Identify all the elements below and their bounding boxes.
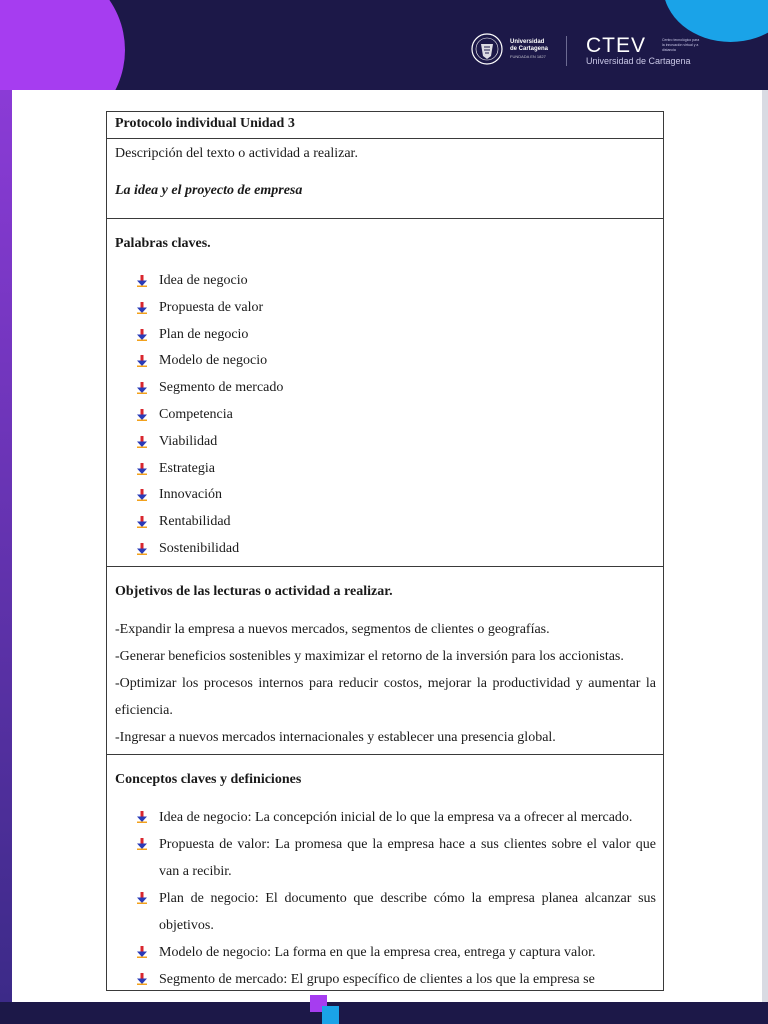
concept-item bbox=[137, 831, 656, 885]
objective-item: -Optimizar los procesos internos para reducir costos, mejorar la productividad y aumentar la eficiencia. bbox=[115, 675, 656, 718]
keyword-item bbox=[137, 482, 656, 509]
arrow-bullet-icon bbox=[137, 838, 147, 850]
arrow-bullet-icon bbox=[137, 409, 147, 421]
university-seal-icon bbox=[470, 32, 504, 66]
arrow-bullet-icon bbox=[137, 302, 147, 314]
protocol-title: Protocolo individual Unidad 3 bbox=[107, 112, 664, 139]
arrow-bullet-icon bbox=[137, 463, 147, 475]
decorative-blue-square bbox=[322, 1006, 339, 1024]
concept-item bbox=[137, 804, 656, 831]
keyword-text: Idea de negocio bbox=[159, 273, 248, 288]
concept-item bbox=[137, 939, 656, 966]
keyword-item bbox=[137, 536, 656, 563]
arrow-bullet-icon bbox=[137, 275, 147, 287]
objective-item: -Generar beneficios sostenibles y maximizar el retorno de la inversión para los accionistas. bbox=[115, 648, 624, 664]
keyword-text: Plan de negocio bbox=[159, 326, 249, 342]
keyword-item bbox=[137, 348, 656, 375]
concept-text: Modelo de negocio: La forma en que la empresa crea, entrega y captura valor. bbox=[159, 944, 596, 960]
concepts-list bbox=[115, 804, 656, 990]
keyword-text: Viabilidad bbox=[159, 433, 218, 449]
objective-item: -Expandir la empresa a nuevos mercados, segmentos de clientes o geografías. bbox=[115, 621, 550, 637]
concept-text: Idea de negocio: La concepción inicial de lo que la empresa va a ofrecer al mercado. bbox=[159, 809, 633, 825]
keyword-text: Rentabilidad bbox=[159, 514, 231, 530]
keyword-item bbox=[137, 375, 656, 402]
arrow-bullet-icon bbox=[137, 811, 147, 823]
keywords-row bbox=[107, 219, 664, 567]
arrow-bullet-icon bbox=[137, 516, 147, 528]
arrow-bullet-icon bbox=[137, 355, 147, 367]
page-header-banner bbox=[0, 0, 768, 90]
keyword-item bbox=[137, 456, 656, 483]
keyword-item bbox=[137, 268, 656, 295]
keyword-text: Sostenibilidad bbox=[159, 540, 240, 556]
objectives-list bbox=[115, 616, 656, 751]
ctev-wordmark: CTEV bbox=[586, 34, 647, 57]
logo-divider bbox=[566, 36, 567, 66]
keyword-item bbox=[137, 402, 656, 429]
left-accent-stripe bbox=[0, 90, 12, 1024]
keyword-item bbox=[137, 322, 656, 349]
keyword-text: Estrategia bbox=[159, 460, 215, 476]
arrow-bullet-icon bbox=[137, 543, 147, 555]
arrow-bullet-icon bbox=[137, 489, 147, 501]
university-name: Universidad bbox=[510, 38, 545, 45]
universidad-cartagena-logo bbox=[470, 32, 548, 66]
concept-item bbox=[137, 885, 656, 939]
decorative-purple-shape bbox=[0, 0, 125, 90]
keyword-item bbox=[137, 429, 656, 456]
objectives-row bbox=[107, 566, 664, 754]
ctev-logo bbox=[586, 34, 700, 67]
activity-title: La idea y el proyecto de empresa bbox=[115, 183, 303, 198]
ctev-subtitle: Universidad de Cartagena bbox=[586, 56, 691, 66]
arrow-bullet-icon bbox=[137, 436, 147, 448]
objectives-header: Objetivos de las lecturas o actividad a realizar. bbox=[115, 583, 393, 599]
objective-item: -Ingresar a nuevos mercados internacionales y establecer una presencia global. bbox=[115, 729, 556, 745]
arrow-bullet-icon bbox=[137, 892, 147, 904]
keyword-text: Innovación bbox=[159, 487, 222, 503]
description-row bbox=[107, 139, 664, 219]
concept-text: Plan de negocio: El documento que describe cómo la empresa planea alcanzar sus objetivos. bbox=[159, 890, 656, 933]
keyword-item bbox=[137, 295, 656, 322]
page-footer-bar bbox=[0, 1002, 768, 1024]
university-name-line2: de Cartagena bbox=[510, 45, 549, 52]
concept-text: Segmento de mercado: El grupo específico de clientes a los que la empresa se bbox=[159, 971, 595, 987]
right-edge-stripe bbox=[762, 90, 768, 1024]
keyword-text: Propuesta de valor bbox=[159, 299, 264, 315]
keyword-text: Competencia bbox=[159, 406, 233, 422]
arrow-bullet-icon bbox=[137, 382, 147, 394]
concepts-header: Conceptos claves y definiciones bbox=[115, 771, 302, 787]
arrow-bullet-icon bbox=[137, 973, 147, 985]
concepts-row bbox=[107, 754, 664, 990]
keyword-text: Modelo de negocio bbox=[159, 353, 268, 369]
arrow-bullet-icon bbox=[137, 946, 147, 958]
concept-item bbox=[137, 966, 656, 990]
university-founded: FUNDADA EN 1827 bbox=[510, 53, 546, 59]
keywords-header: Palabras claves. bbox=[115, 236, 211, 251]
arrow-bullet-icon bbox=[137, 329, 147, 341]
ctev-tagline: Centro tecnológico para la innovación virtual y a distancia bbox=[662, 38, 700, 52]
description-label: Descripción del texto o actividad a realizar. bbox=[115, 146, 358, 161]
title-row bbox=[107, 112, 664, 139]
keywords-list bbox=[115, 268, 656, 563]
keyword-text: Segmento de mercado bbox=[159, 380, 284, 396]
keyword-item bbox=[137, 509, 656, 536]
concept-text: Propuesta de valor: La promesa que la empresa hace a sus clientes sobre el valor que van a recibir. bbox=[159, 836, 656, 879]
protocol-table bbox=[106, 111, 664, 991]
